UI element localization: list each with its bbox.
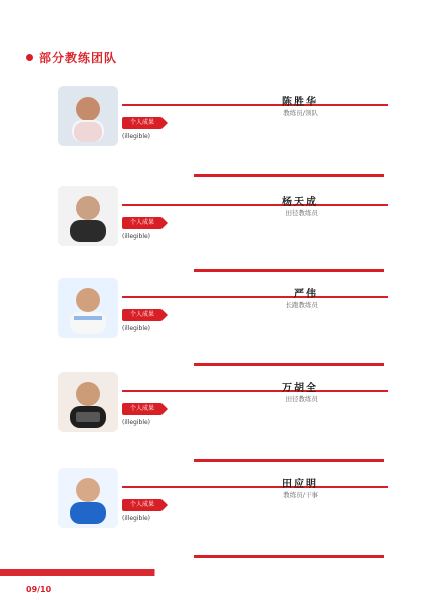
decorative-accent-line [194,555,384,558]
coach-photo [58,372,118,432]
achievements-text: (illegible) [122,325,151,332]
name-underline [122,390,388,392]
coach-photo [58,86,118,146]
coach-photo [58,186,118,246]
achievements-badge: 个人成果 [122,309,162,321]
coach-name: 万胡全 [282,383,318,394]
name-underline [122,296,388,298]
decorative-accent-line [194,174,384,177]
decorative-accent-line [194,459,384,462]
name-underline [122,104,388,106]
achievements-badge: 个人成果 [122,217,162,229]
decorative-accent-line [194,363,384,366]
section-header [26,49,117,66]
coach-role: 长跑教练员 [285,301,318,309]
section-bullet [26,54,33,61]
coach-card [58,372,388,472]
achievements-badge: 个人成果 [122,499,162,511]
coach-role: 教练员/干事 [283,491,318,499]
achievements-badge: 个人成果 [122,117,162,129]
coach-name: 陈胜华 [282,97,318,108]
coach-name: 田应明 [282,479,318,490]
page-number: 09/10 [26,585,52,594]
coach-card [58,468,388,568]
coach-role: 田径教练员 [285,209,318,217]
coach-photo [58,468,118,528]
achievements-badge: 个人成果 [122,403,162,415]
achievements-text: (illegible) [122,419,151,426]
name-underline [122,204,388,206]
coach-photo [58,278,118,338]
section-title: 部分教练团队 [39,51,118,65]
name-underline [122,486,388,488]
coach-name: 严伟 [294,289,318,300]
coach-name: 杨天成 [282,197,318,208]
footer-band [0,569,442,576]
coach-role: 田径教练员 [285,395,318,403]
achievements-text: (illegible) [122,133,151,140]
coach-role: 教练员/领队 [283,109,318,117]
achievements-text: (illegible) [122,515,151,522]
coach-card [58,86,388,186]
achievements-text: (illegible) [122,233,151,240]
decorative-accent-line [194,269,384,272]
